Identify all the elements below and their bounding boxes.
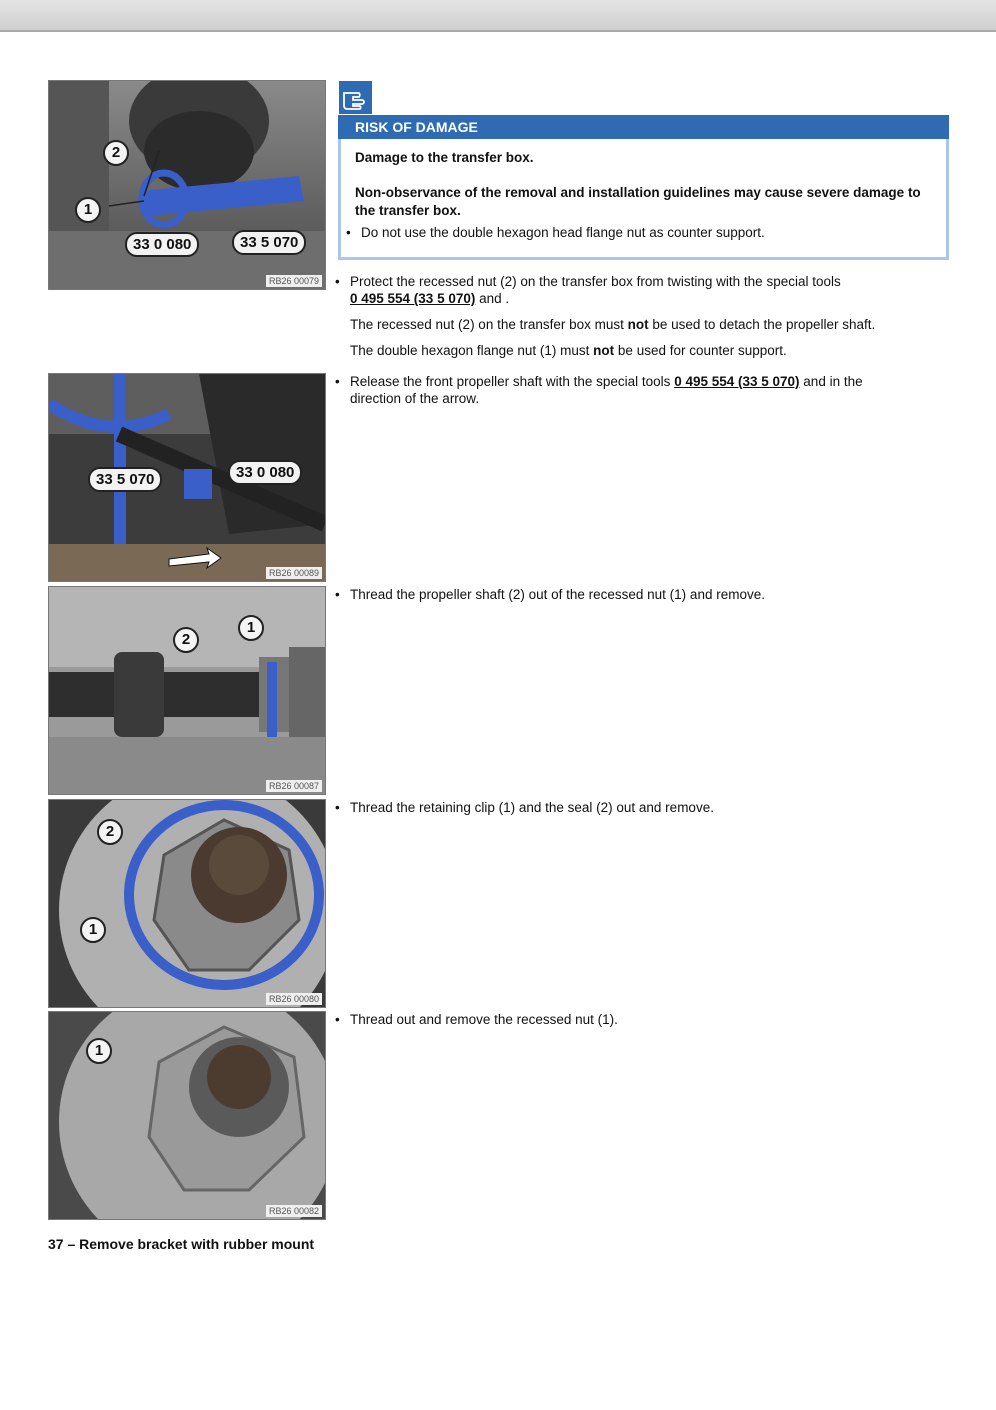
note-text: be used to detach the propeller shaft. bbox=[648, 317, 876, 332]
special-tool-link[interactable]: 0 495 554 (33 5 070) bbox=[674, 374, 800, 389]
photo-transfer-box-tools bbox=[48, 80, 326, 290]
step-remove-nut bbox=[335, 1011, 935, 1028]
callout-number: 2 bbox=[173, 627, 199, 653]
callout-number: 1 bbox=[75, 197, 101, 223]
note-emphasis: not bbox=[627, 317, 649, 332]
photo-release-shaft bbox=[48, 373, 326, 582]
note-emphasis: not bbox=[593, 343, 615, 358]
callout-number: 1 bbox=[80, 917, 106, 943]
step-thread-shaft bbox=[335, 586, 935, 603]
bullet-marker: • bbox=[335, 587, 340, 602]
callout-number: 1 bbox=[86, 1038, 112, 1064]
section-caption: 37 – Remove bracket with rubber mount bbox=[48, 1236, 315, 1252]
warning-heading: RISK OF DAMAGE bbox=[338, 115, 949, 139]
callout-number: 2 bbox=[97, 819, 123, 845]
step-text: and . bbox=[475, 291, 510, 306]
image-reference: RB26 00079 bbox=[266, 275, 322, 287]
note-text: The double hexagon flange nut (1) must bbox=[350, 343, 594, 358]
note-text: be used for counter support. bbox=[614, 343, 787, 358]
step-protect-nut bbox=[335, 273, 935, 307]
step-text: Release the front propeller shaft with the special tools bbox=[350, 374, 675, 389]
step-release-shaft bbox=[335, 373, 935, 407]
image-reference: RB26 00087 bbox=[266, 780, 322, 792]
bullet-marker: • bbox=[335, 800, 340, 815]
step-text: and in the direction of the arrow. bbox=[350, 374, 863, 406]
image-reference: RB26 00080 bbox=[266, 993, 322, 1005]
warning-bullet bbox=[346, 224, 765, 242]
step-text: Thread the retaining clip (1) and the seal (2) out and remove. bbox=[350, 800, 714, 815]
note-text: The recessed nut (2) on the transfer box must bbox=[350, 317, 628, 332]
photo-recessed-nut bbox=[48, 1011, 326, 1220]
tool-callout: 33 5 070 bbox=[232, 230, 306, 255]
special-tool-link[interactable]: 0 495 554 (33 5 070) bbox=[350, 291, 476, 306]
pointing-hand-icon bbox=[339, 81, 372, 114]
image-reference: RB26 00089 bbox=[266, 567, 322, 579]
step-text: Protect the recessed nut (2) on the transfer box from twisting with the special tools bbox=[350, 274, 841, 289]
step-retaining-clip bbox=[335, 799, 935, 816]
bullet-marker: • bbox=[335, 274, 340, 289]
bullet-marker: • bbox=[346, 225, 351, 240]
step-text: Thread out and remove the recessed nut (1). bbox=[350, 1012, 618, 1027]
warning-line1: Damage to the transfer box. bbox=[355, 150, 534, 165]
photo-propeller-shaft bbox=[48, 586, 326, 795]
photo-retaining-clip bbox=[48, 799, 326, 1008]
tool-callout: 33 5 070 bbox=[88, 467, 162, 492]
tool-callout: 33 0 080 bbox=[228, 460, 302, 485]
note-flange-nut bbox=[350, 342, 787, 359]
warning-bullet-text: Do not use the double hexagon head flange nut as counter support. bbox=[361, 225, 765, 240]
step-text: Thread the propeller shaft (2) out of the recessed nut (1) and remove. bbox=[350, 587, 765, 602]
bullet-marker: • bbox=[335, 374, 340, 389]
warning-line2: Non-observance of the removal and installation guidelines may cause severe damage to the transfer box. bbox=[355, 185, 921, 218]
top-bar bbox=[0, 0, 996, 32]
tool-callout: 33 0 080 bbox=[125, 232, 199, 257]
note-recessed-nut bbox=[350, 316, 875, 333]
callout-number: 2 bbox=[103, 140, 129, 166]
callout-number: 1 bbox=[238, 615, 264, 641]
image-reference: RB26 00082 bbox=[266, 1205, 322, 1217]
bullet-marker: • bbox=[335, 1012, 340, 1027]
